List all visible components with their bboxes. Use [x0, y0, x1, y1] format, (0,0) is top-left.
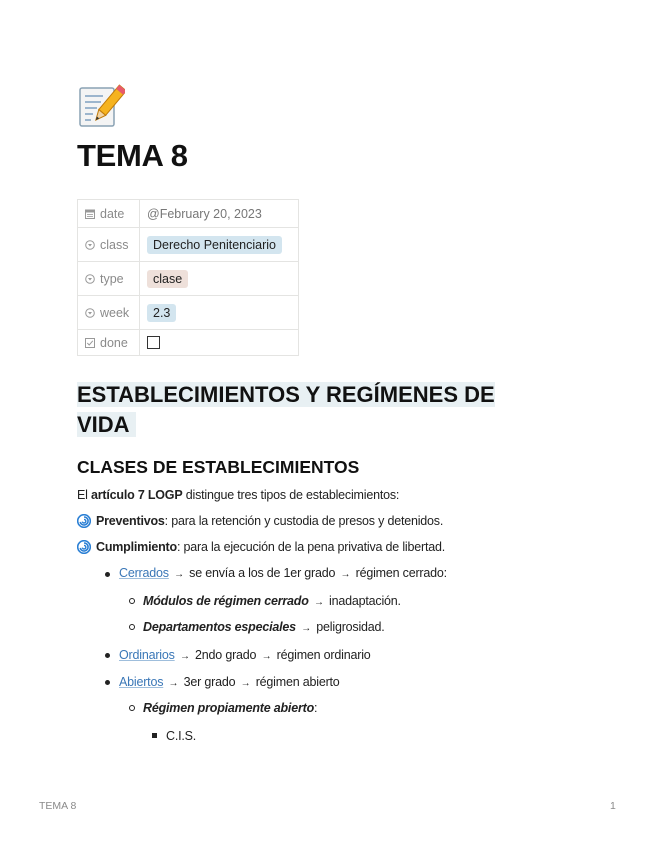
- heading-establecimientos: ESTABLECIMIENTOS Y REGÍMENES DE VIDA: [77, 382, 495, 437]
- select-icon: [85, 274, 95, 284]
- heading-clases: CLASES DE ESTABLECIMIENTOS: [77, 457, 360, 477]
- cyclone-icon: [77, 514, 91, 528]
- cerrados-item: Cerrados → se envía a los de 1er grado → régimen cerrado:: [119, 566, 447, 580]
- departamentos-item: Departamentos especiales → peligrosidad.: [143, 620, 385, 634]
- bullet-disc: [105, 680, 110, 685]
- property-row-date: [78, 200, 299, 228]
- property-key-date: date: [100, 206, 125, 221]
- preventivos-item: Preventivos: para la retención y custodia de presos y detenidos.: [77, 514, 443, 528]
- class-tag[interactable]: Derecho Penitenciario: [147, 236, 282, 254]
- memo-pencil-icon: [77, 82, 125, 130]
- select-icon: [85, 308, 95, 318]
- select-icon: [85, 240, 95, 250]
- calendar-icon: [85, 209, 95, 219]
- property-key-done: done: [100, 335, 128, 350]
- bullet-circle: [129, 598, 135, 604]
- properties-table: [77, 199, 299, 356]
- property-row-type: [78, 262, 299, 296]
- done-checkbox[interactable]: [147, 336, 160, 349]
- ordinarios-item: Ordinarios → 2ndo grado → régimen ordinario: [119, 648, 371, 662]
- property-row-class: [78, 228, 299, 262]
- bullet-disc: [105, 653, 110, 658]
- cumplimiento-item: Cumplimiento: para la ejecución de la pena privativa de libertad.: [77, 540, 445, 554]
- abiertos-link[interactable]: Abiertos: [119, 675, 164, 689]
- footer-page-number: 1: [610, 800, 616, 812]
- property-key-type: type: [100, 271, 124, 286]
- checkbox-prop-icon: [85, 338, 95, 348]
- cyclone-icon: [77, 540, 91, 554]
- bullet-disc: [105, 572, 110, 577]
- type-tag[interactable]: clase: [147, 270, 188, 288]
- bullet-circle: [129, 705, 135, 711]
- week-tag[interactable]: 2.3: [147, 304, 176, 322]
- footer-title: TEMA 8: [39, 800, 77, 812]
- cerrados-link[interactable]: Cerrados: [119, 566, 169, 580]
- cis-item: C.I.S.: [166, 729, 197, 743]
- property-value-date[interactable]: @February 20, 2023: [140, 200, 299, 228]
- intro-paragraph: El artículo 7 LOGP distingue tres tipos de establecimientos:: [77, 488, 400, 502]
- page-title: TEMA 8: [77, 138, 188, 173]
- property-key-week: week: [100, 305, 130, 320]
- bullet-square: [152, 733, 157, 738]
- abiertos-item: Abiertos → 3er grado → régimen abierto: [119, 675, 340, 689]
- regimen-abierto-item: Régimen propiamente abierto:: [143, 701, 318, 715]
- modulos-item: Módulos de régimen cerrado → inadaptación.: [143, 594, 401, 608]
- property-key-class: class: [100, 237, 129, 252]
- ordinarios-link[interactable]: Ordinarios: [119, 648, 175, 662]
- property-row-week: [78, 296, 299, 330]
- bullet-circle: [129, 624, 135, 630]
- property-row-done: [78, 330, 299, 356]
